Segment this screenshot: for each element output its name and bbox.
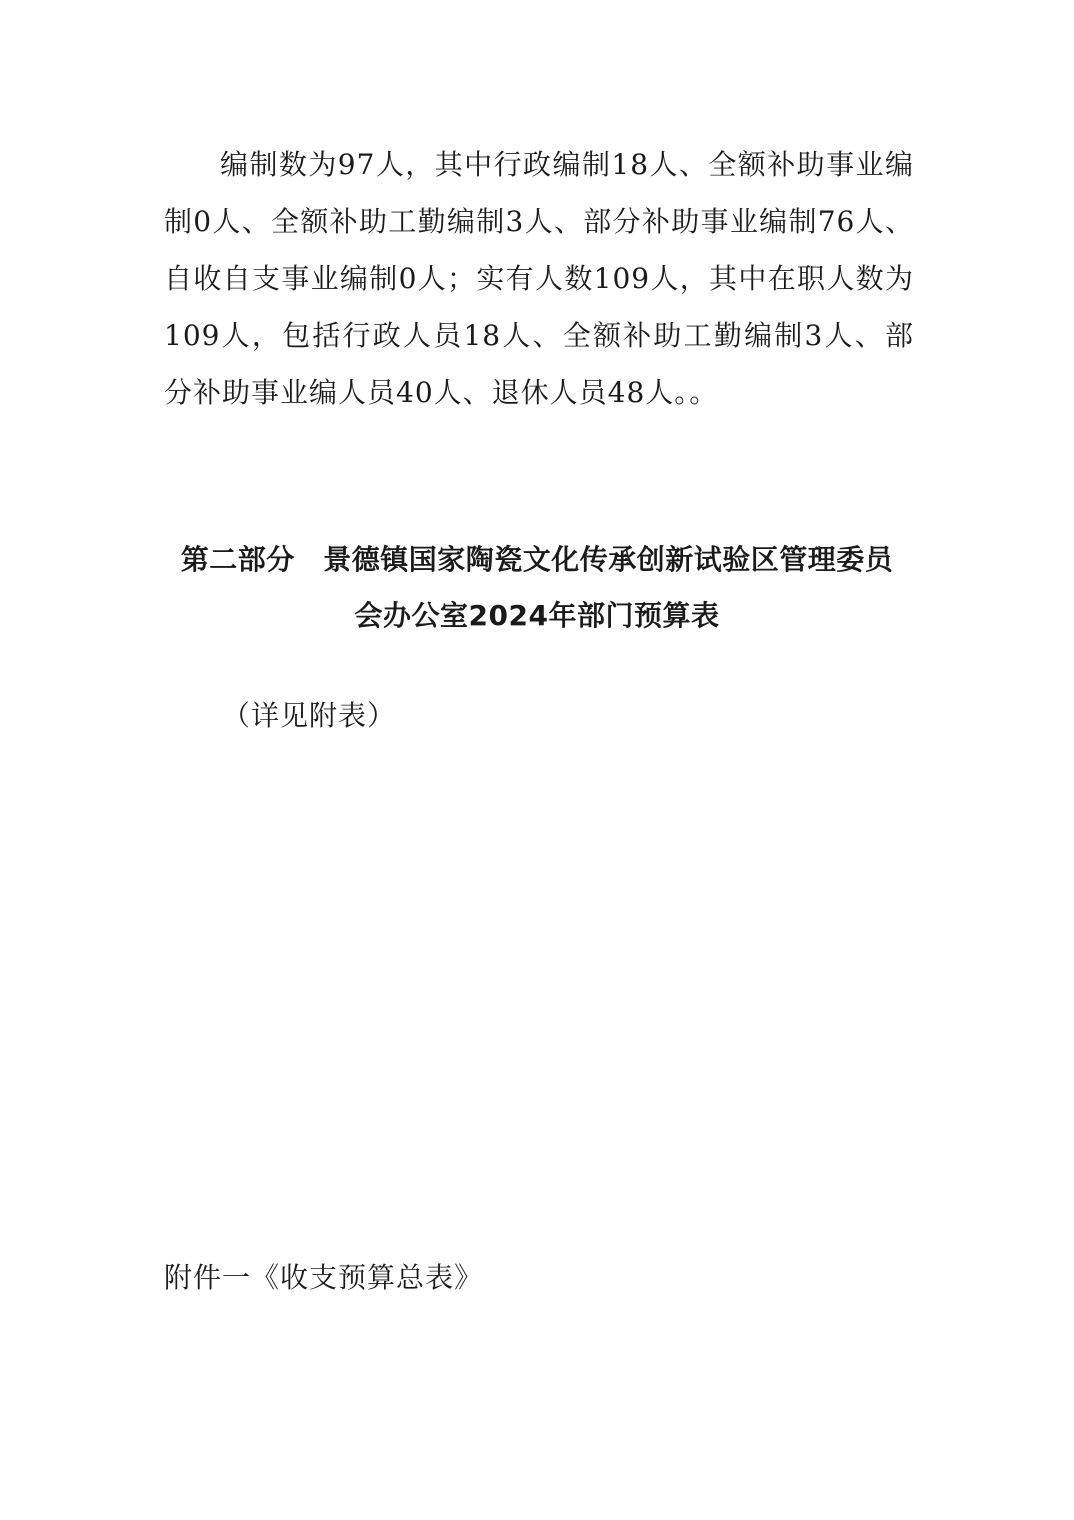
section-title-line-1: 第二部分 景德镇国家陶瓷文化传承创新试验区管理委员 bbox=[180, 543, 894, 576]
see-attachment-note: （详见附表） bbox=[222, 699, 397, 732]
section-title bbox=[164, 532, 910, 644]
staffing-paragraph: 编制数为97人，其中行政编制18人、全额补助事业编制0人、全额补助工勤编制3人、部分补助事业编制76人、自收自支事业编制0人；实有人数109人，其中在职人数为109人，包括行政人员18人、全额补助工勤编制3人、部分补助事业编人员40人、退休人员48人。。 bbox=[164, 148, 914, 409]
section-title-line-2: 会办公室2024年部门预算表 bbox=[354, 599, 720, 632]
attachment-label: 附件一《收支预算总表》 bbox=[164, 1261, 484, 1294]
